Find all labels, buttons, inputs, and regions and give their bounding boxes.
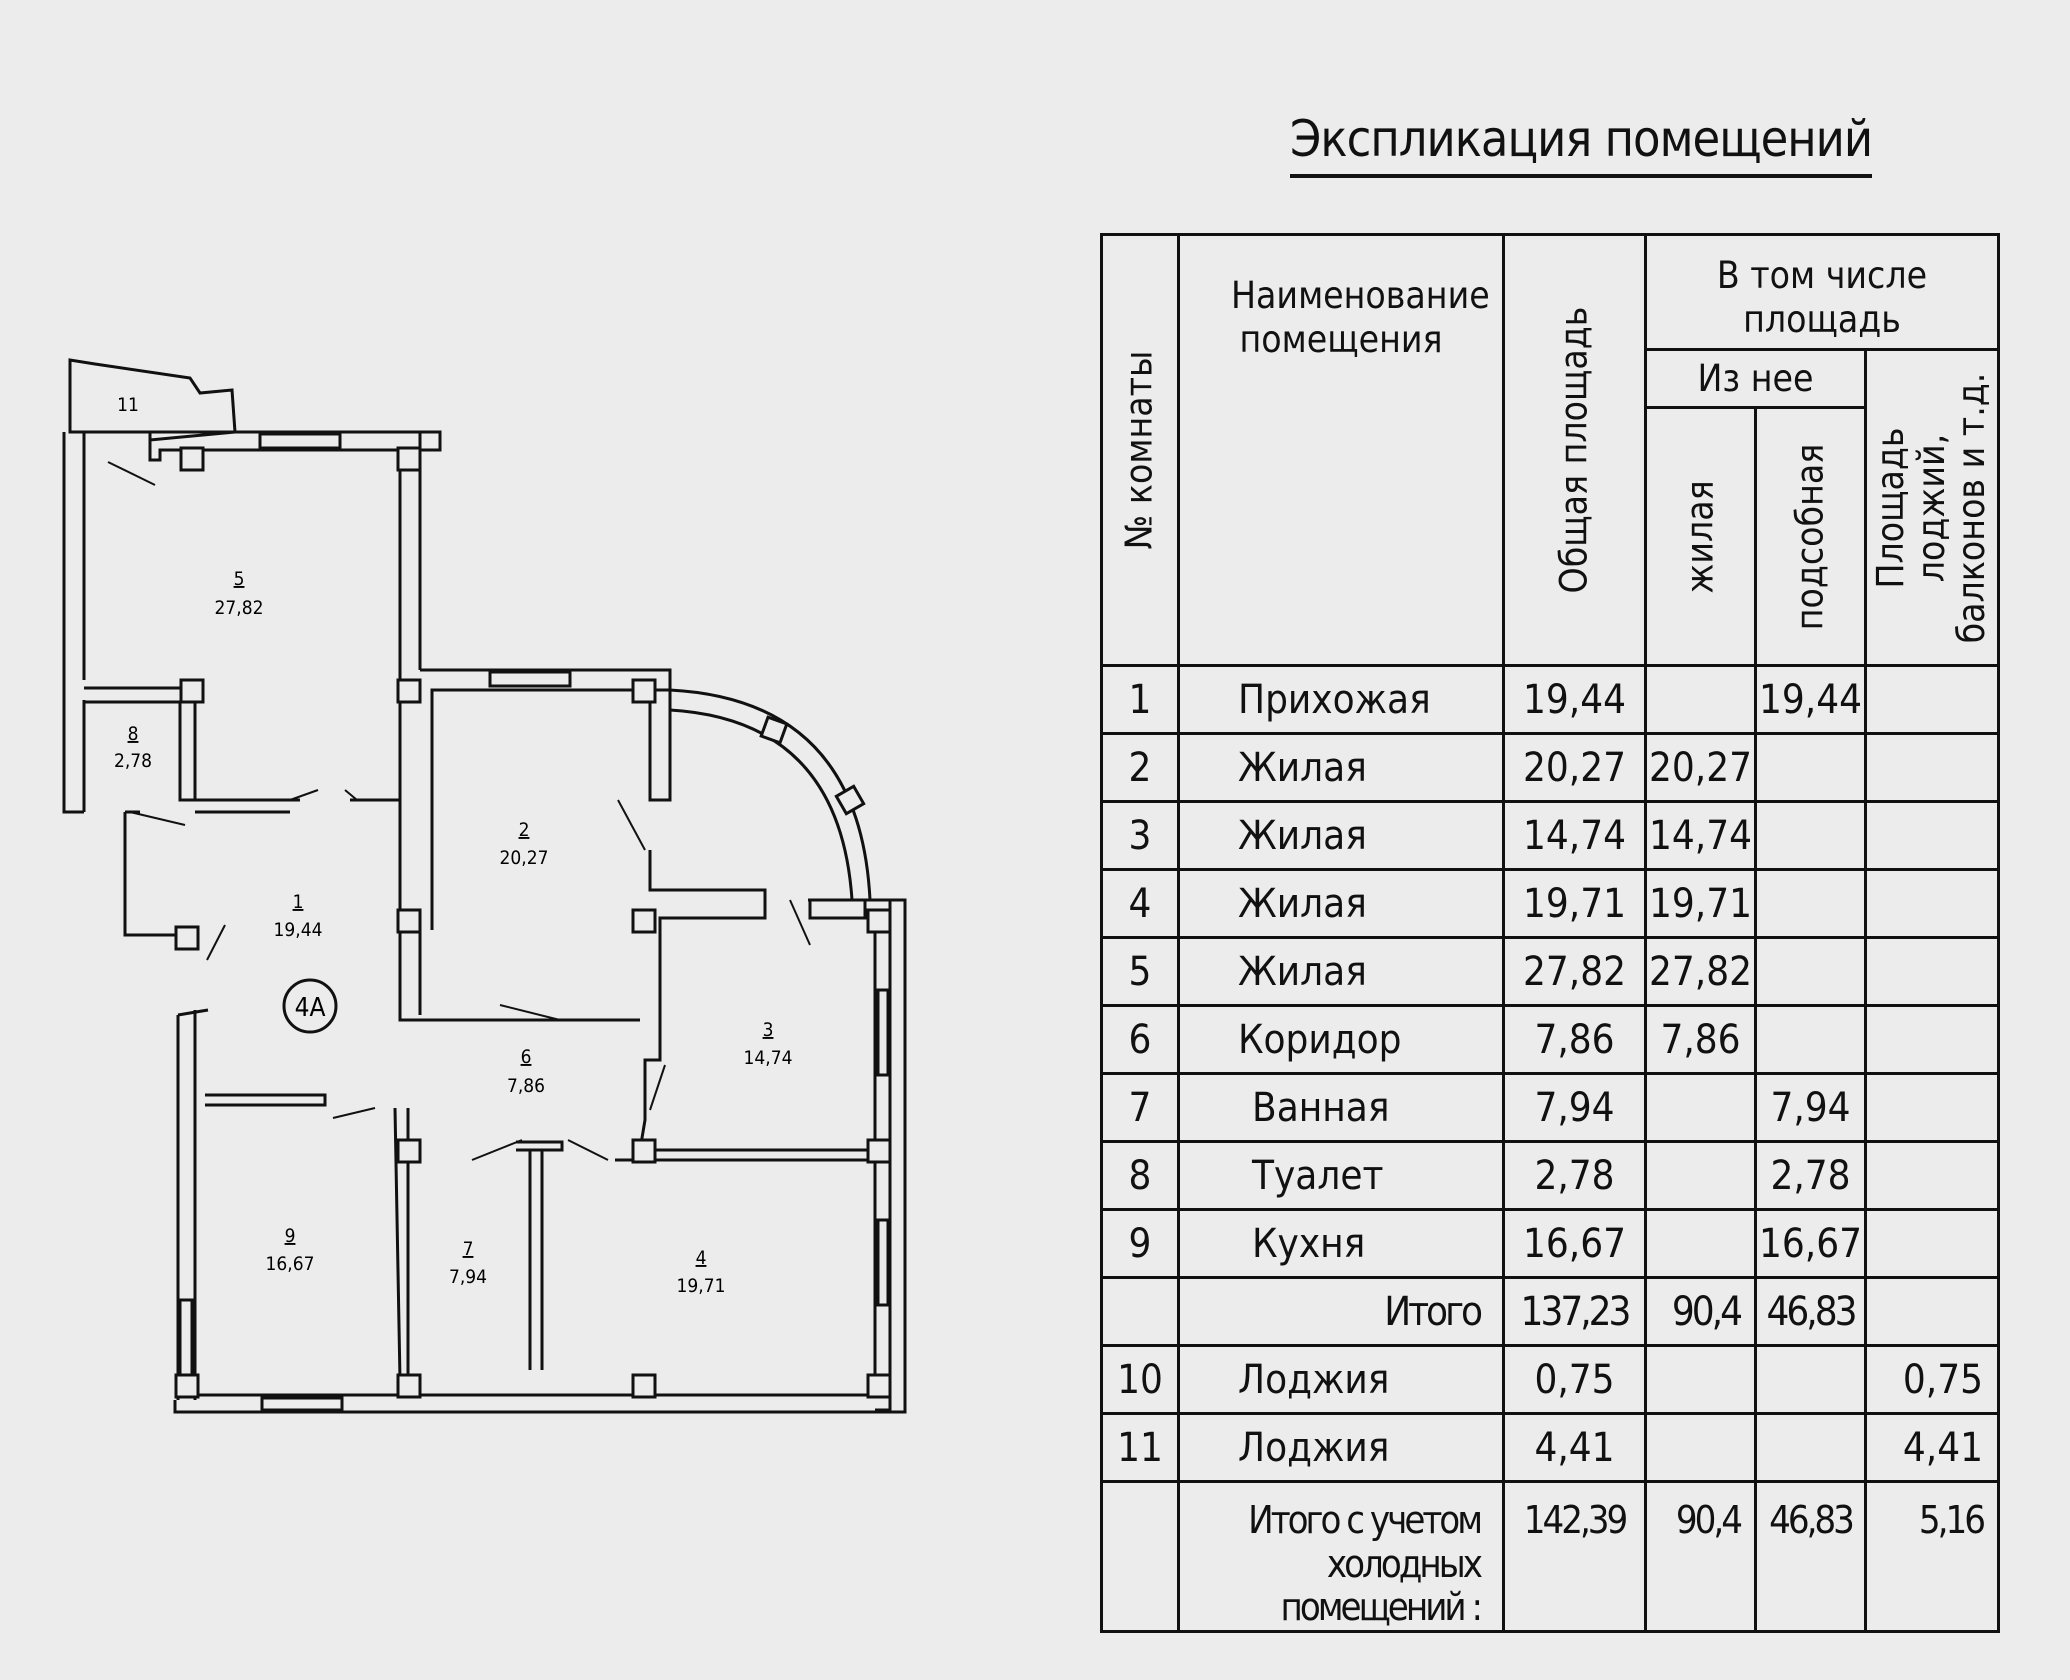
- room-7-area: 7,94: [448, 1266, 488, 1288]
- cell-loggia: [1866, 1142, 1999, 1210]
- cell-aux: [1756, 1414, 1866, 1482]
- door-room5: [108, 462, 155, 485]
- room-8-area: 2,78: [113, 750, 153, 772]
- room-6-area: 7,86: [506, 1075, 546, 1097]
- header-total-area: Общая площадь: [1504, 235, 1646, 666]
- cell-aux: 7,94: [1756, 1074, 1866, 1142]
- header-auxiliary: подсобная: [1756, 408, 1866, 666]
- table-row: [1102, 1074, 1999, 1142]
- table-row: [1102, 938, 1999, 1006]
- wall-room8: [84, 688, 195, 800]
- cell-living: 20,27: [1646, 734, 1756, 802]
- cell-loggia: [1866, 1210, 1999, 1278]
- cell-no: 10: [1102, 1346, 1179, 1414]
- cell-total: 7,86: [1504, 1006, 1646, 1074]
- cell-living: 19,71: [1646, 870, 1756, 938]
- room-9-number: 9: [284, 1225, 296, 1247]
- cell-living: 27,82: [1646, 938, 1756, 1006]
- cell-aux: 2,78: [1756, 1142, 1866, 1210]
- cell-aux: [1756, 938, 1866, 1006]
- cell-loggia: 4,41: [1866, 1414, 1999, 1482]
- room-5-area: 27,82: [214, 597, 264, 619]
- door-room2: [618, 800, 645, 850]
- cell-name: Лоджия: [1179, 1346, 1504, 1414]
- subtotal-row: [1102, 1278, 1999, 1346]
- room-8-number: 8: [127, 723, 139, 745]
- door-room7: [472, 1140, 522, 1160]
- cell-name: Туалет: [1179, 1142, 1504, 1210]
- cell-total: 19,71: [1504, 870, 1646, 938]
- cell-name: Прихожая: [1179, 666, 1504, 734]
- room-2-area: 20,27: [499, 847, 549, 869]
- cell-living: [1646, 1414, 1756, 1482]
- cell-name: Жилая: [1179, 870, 1504, 938]
- header-room-no: № комнаты: [1102, 235, 1179, 666]
- subtotal-living: 90,4: [1646, 1278, 1756, 1346]
- cell-total: 2,78: [1504, 1142, 1646, 1210]
- cell-total: 19,44: [1504, 666, 1646, 734]
- room-6-number: 6: [520, 1046, 532, 1068]
- door-entrance: [207, 925, 225, 960]
- cell-name: Жилая: [1179, 938, 1504, 1006]
- room-9-area: 16,67: [265, 1253, 315, 1275]
- cell-total: 7,94: [1504, 1074, 1646, 1142]
- grand-total-row: [1102, 1482, 1999, 1632]
- cell-no: 9: [1102, 1210, 1179, 1278]
- cell-total: 16,67: [1504, 1210, 1646, 1278]
- cell-no: 2: [1102, 734, 1179, 802]
- cell-name: Жилая: [1179, 802, 1504, 870]
- wall-room7-right: [516, 1142, 562, 1370]
- door-room3: [790, 900, 810, 945]
- subtotal-total: 137,23: [1504, 1278, 1646, 1346]
- subtotal-loggia: [1866, 1278, 1999, 1346]
- header-loggia-area: Площадь лоджий, балконов и т.д.: [1866, 350, 1999, 666]
- loggia-10-outline: [70, 360, 235, 440]
- cell-living: [1646, 1074, 1756, 1142]
- wall-room3: [640, 850, 765, 1150]
- cell-aux: [1756, 802, 1866, 870]
- cell-loggia: [1866, 1074, 1999, 1142]
- subtotal-label: Итого: [1179, 1278, 1504, 1346]
- room-4-area: 19,71: [676, 1275, 726, 1297]
- cell-no: [1102, 1482, 1179, 1632]
- room-1-number: 1: [292, 891, 304, 913]
- cell-aux: [1756, 870, 1866, 938]
- table-row: [1102, 1006, 1999, 1074]
- page-title: Экспликация помещений: [1290, 110, 1872, 178]
- cell-no: 4: [1102, 870, 1179, 938]
- room-4-number: 4: [695, 1247, 707, 1269]
- cell-loggia: [1866, 734, 1999, 802]
- cell-total: 4,41: [1504, 1414, 1646, 1482]
- explication-table-wrapper: [1100, 233, 2000, 1633]
- cell-loggia: [1866, 870, 1999, 938]
- cell-name: Ванная: [1179, 1074, 1504, 1142]
- cell-loggia: 0,75: [1866, 1346, 1999, 1414]
- grand-total-aux: 46,83: [1756, 1482, 1866, 1632]
- door-room3-b: [650, 1065, 665, 1110]
- room-1-area: 19,44: [273, 919, 323, 941]
- room-5-number: 5: [233, 568, 245, 590]
- table-row: [1102, 1210, 1999, 1278]
- table-row: [1102, 1346, 1999, 1414]
- cell-total: 20,27: [1504, 734, 1646, 802]
- cell-no: 11: [1102, 1414, 1179, 1482]
- table-row: [1102, 870, 1999, 938]
- door-room9: [333, 1108, 375, 1118]
- cell-name: Жилая: [1179, 734, 1504, 802]
- cell-aux: [1756, 1346, 1866, 1414]
- cell-name: Коридор: [1179, 1006, 1504, 1074]
- wall-room2-bottom: [400, 670, 640, 1020]
- table-row: [1102, 1414, 1999, 1482]
- room-2-number: 2: [518, 819, 530, 841]
- header-of-which: Из нее: [1646, 350, 1866, 408]
- grand-total-loggia: 5,16: [1866, 1482, 1999, 1632]
- table-row: [1102, 666, 1999, 734]
- cell-total: 14,74: [1504, 802, 1646, 870]
- door-room6: [500, 1005, 560, 1020]
- cell-living: [1646, 1142, 1756, 1210]
- door-room8: [130, 812, 185, 825]
- cell-total: 27,82: [1504, 938, 1646, 1006]
- explication-table: [1100, 233, 2000, 1633]
- grand-total-living: 90,4: [1646, 1482, 1756, 1632]
- cell-aux: [1756, 1006, 1866, 1074]
- door-room4: [568, 1140, 608, 1160]
- cell-total: 0,75: [1504, 1346, 1646, 1414]
- wall-room5-outer: [64, 432, 84, 812]
- room-10-number: 11: [117, 394, 139, 416]
- cell-living: 7,86: [1646, 1006, 1756, 1074]
- cell-aux: 19,44: [1756, 666, 1866, 734]
- subtotal-aux: 46,83: [1756, 1278, 1866, 1346]
- grand-total-label: Итого с учетом холодных помещений :: [1179, 1482, 1504, 1632]
- grand-total-total: 142,39: [1504, 1482, 1646, 1632]
- wall-room2-top: [420, 670, 670, 930]
- cell-loggia: [1866, 802, 1999, 870]
- room-3-area: 14,74: [743, 1047, 793, 1069]
- header-including: В том числе площадь: [1646, 235, 1999, 350]
- cell-name: Лоджия: [1179, 1414, 1504, 1482]
- room-7-number: 7: [462, 1238, 474, 1260]
- cell-living: [1646, 666, 1756, 734]
- header-name: Наименование помещения: [1179, 235, 1504, 666]
- apartment-label: 4А: [294, 993, 326, 1023]
- table-row: [1102, 734, 1999, 802]
- table-row: [1102, 1142, 1999, 1210]
- wall-room9-top: [205, 1095, 325, 1105]
- cell-loggia: [1866, 938, 1999, 1006]
- wall-bottom: [175, 900, 905, 1412]
- cell-no: 5: [1102, 938, 1179, 1006]
- cell-name: Кухня: [1179, 1210, 1504, 1278]
- cell-loggia: [1866, 1006, 1999, 1074]
- cell-aux: [1756, 734, 1866, 802]
- cell-living: [1646, 1210, 1756, 1278]
- cell-living: 14,74: [1646, 802, 1756, 870]
- door-room1-room8: [290, 790, 357, 800]
- header-living: жилая: [1646, 408, 1756, 666]
- cell-no: 1: [1102, 666, 1179, 734]
- room-3-number: 3: [762, 1019, 774, 1041]
- cell-aux: 16,67: [1756, 1210, 1866, 1278]
- loggia-11-inner: [670, 710, 852, 900]
- cell-loggia: [1866, 666, 1999, 734]
- table-row: [1102, 802, 1999, 870]
- wall-room2-right: [650, 690, 670, 800]
- cell-no: 7: [1102, 1074, 1179, 1142]
- cell-no: 6: [1102, 1006, 1179, 1074]
- cell-no: [1102, 1278, 1179, 1346]
- cell-living: [1646, 1346, 1756, 1414]
- cell-no: 8: [1102, 1142, 1179, 1210]
- cell-no: 3: [1102, 802, 1179, 870]
- wall-room8-bottom: [195, 800, 400, 812]
